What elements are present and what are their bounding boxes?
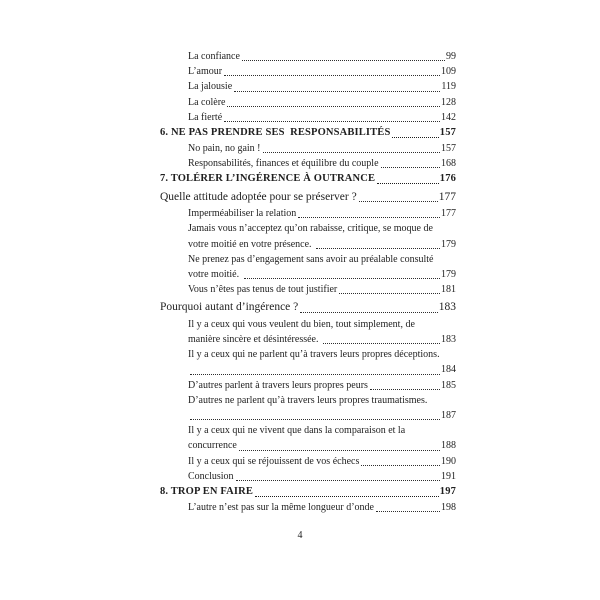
toc-entry-sub[interactable] <box>160 79 456 94</box>
toc-entry-title: La confiance <box>188 51 240 62</box>
toc-entry-section[interactable] <box>160 189 456 206</box>
dot-leader <box>377 183 439 184</box>
toc-entry-page-number: 99 <box>446 51 456 62</box>
dot-leader <box>255 496 439 497</box>
toc-entry-chapter[interactable] <box>160 125 456 141</box>
toc-entry-page-number: 176 <box>439 173 456 185</box>
toc-entry-sub[interactable] <box>160 347 456 377</box>
toc-entry-page-number: 179 <box>441 268 456 280</box>
dot-leader <box>376 511 440 512</box>
toc-entry-title: L’amour <box>188 66 223 78</box>
toc-entry-last-line <box>188 332 456 347</box>
toc-entry-sub[interactable] <box>160 141 456 156</box>
toc-entry-page-number: 184 <box>441 364 456 376</box>
toc-entry-last-line <box>188 282 456 297</box>
toc-entry-text-line: Il y a ceux qui vous veulent du bien, tout simplement, de <box>188 318 415 330</box>
toc-entry-title: votre moitié. <box>188 268 242 280</box>
toc-entry-sub[interactable] <box>160 423 456 453</box>
toc-entry-sub[interactable] <box>160 378 456 393</box>
dot-leader <box>263 152 441 153</box>
toc-entry-page-number: 179 <box>441 238 456 250</box>
toc-entry-page-number: 185 <box>441 379 456 391</box>
toc-entry-last-line <box>188 469 456 484</box>
toc-entry-page-number: 168 <box>441 157 456 169</box>
toc-entry-last-line <box>188 141 456 156</box>
toc-entry-title: Il y a ceux qui se réjouissent de vos échecs <box>188 455 360 467</box>
toc-entry-page-number: 177 <box>438 190 456 203</box>
dot-leader <box>236 480 440 481</box>
dot-leader <box>381 167 440 168</box>
toc-entry-sub[interactable] <box>160 317 456 347</box>
toc-entry-page-number: 157 <box>441 142 456 154</box>
toc-entry-title: La jalousie <box>188 81 233 93</box>
dot-leader <box>244 278 440 279</box>
dot-leader <box>190 374 440 375</box>
toc-entry-sub[interactable] <box>160 110 456 125</box>
toc-entry-sub[interactable] <box>160 221 456 251</box>
toc-entry-sub[interactable] <box>160 469 456 484</box>
toc-entry-last-line <box>188 64 456 79</box>
toc-entry-section[interactable] <box>160 299 456 316</box>
toc-entry-sub[interactable] <box>160 252 456 282</box>
toc-entry-title: Imperméabiliser la relation <box>188 208 297 220</box>
table-of-contents <box>160 49 456 515</box>
toc-entry-sub[interactable] <box>160 500 456 515</box>
toc-entry-title: votre moitié en votre présence. <box>188 238 315 250</box>
toc-entry-page-number: 187 <box>441 410 456 422</box>
dot-leader <box>339 293 440 294</box>
toc-entry-sub[interactable] <box>160 454 456 469</box>
toc-entry-text-line: Ne prenez pas d’engagement sans avoir au préalable consulté <box>188 253 434 265</box>
dot-leader <box>359 201 438 202</box>
toc-entry-title: 7. TOLÉRER L’INGÉRENCE À OUTRANCE <box>160 173 376 185</box>
toc-entry-last-line <box>188 362 456 377</box>
toc-entry-last-line <box>160 125 456 141</box>
toc-entry-page-number: 183 <box>438 301 456 314</box>
dot-leader <box>361 465 440 466</box>
dot-leader <box>392 137 438 138</box>
dot-leader <box>234 91 440 92</box>
toc-entry-title: manière sincère et désintéressée. <box>188 334 321 346</box>
toc-entry-page-number: 188 <box>441 440 456 452</box>
toc-entry-chapter[interactable] <box>160 484 456 500</box>
dot-leader <box>224 121 440 122</box>
toc-entry-title: Conclusion <box>188 470 234 482</box>
toc-entry-title: La colère <box>188 96 226 108</box>
toc-entry-page-number: 157 <box>439 127 456 139</box>
toc-entry-last-line <box>160 484 456 500</box>
toc-entry-title: Vous n’êtes pas tenus de tout justifier <box>188 284 338 296</box>
toc-entry-last-line <box>188 267 456 282</box>
dot-leader <box>323 343 440 344</box>
toc-entry-last-line <box>188 206 456 221</box>
toc-entry-title: Responsabilités, finances et équilibre du couple <box>188 157 379 169</box>
page-number: 4 <box>297 530 303 541</box>
dot-leader <box>227 106 440 107</box>
dot-leader <box>239 450 440 451</box>
toc-entry-last-line <box>188 95 456 110</box>
toc-entry-page-number: 142 <box>441 111 456 123</box>
toc-entry-page-number: 177 <box>441 208 456 220</box>
dot-leader <box>190 419 440 420</box>
toc-entry-title: concurrence <box>188 440 237 452</box>
toc-entry-last-line <box>188 438 456 453</box>
toc-entry-text-line: Jamais vous n’acceptez qu’on rabaisse, critique, se moque de <box>188 223 433 235</box>
toc-entry-last-line <box>188 79 456 94</box>
toc-entry-last-line <box>160 189 456 206</box>
dot-leader <box>370 389 440 390</box>
toc-entry-title: 6. NE PAS PRENDRE SES RESPONSABILITÉS <box>160 127 391 139</box>
dot-leader <box>242 60 445 61</box>
toc-entry-page-number: 109 <box>441 66 456 78</box>
toc-entry-last-line <box>188 378 456 393</box>
toc-entry-page-number: 198 <box>441 501 456 513</box>
toc-entry-title: Quelle attitude adoptée pour se préserver ? <box>160 190 357 203</box>
toc-entry-page-number: 181 <box>441 284 456 296</box>
toc-entry-last-line <box>188 237 456 252</box>
dot-leader <box>298 217 440 218</box>
toc-entry-title: Pourquoi autant d’ingérence ? <box>160 301 299 314</box>
toc-entry-page-number: 183 <box>441 334 456 346</box>
dot-leader <box>316 248 440 249</box>
toc-entry-last-line <box>188 454 456 469</box>
toc-entry-text-line: Il y a ceux qui ne vivent que dans la comparaison et la <box>188 425 406 437</box>
toc-entry-sub[interactable] <box>160 393 456 423</box>
toc-entry-text-line: D’autres ne parlent qu’à travers leurs propres traumatismes. <box>188 394 428 406</box>
toc-entry-sub[interactable] <box>160 156 456 171</box>
dot-leader <box>224 75 440 76</box>
toc-entry-last-line <box>188 500 456 515</box>
toc-entry-last-line <box>188 408 456 423</box>
toc-entry-chapter[interactable] <box>160 171 456 187</box>
toc-entry-sub[interactable] <box>160 95 456 110</box>
toc-entry-sub[interactable] <box>160 282 456 297</box>
toc-entry-sub[interactable] <box>160 64 456 79</box>
toc-entry-last-line <box>188 110 456 125</box>
toc-entry-page-number: 119 <box>441 81 456 93</box>
toc-entry-title: D’autres parlent à travers leurs propres peurs <box>188 379 368 391</box>
toc-entry-last-line <box>160 171 456 187</box>
toc-entry-title: 8. TROP EN FAIRE <box>160 486 254 498</box>
toc-entry-page-number: 128 <box>441 96 456 108</box>
toc-entry-title: L’autre n’est pas sur la même longueur d’onde <box>188 501 374 513</box>
toc-entry-sub[interactable] <box>160 49 456 64</box>
toc-entry-title: No pain, no gain ! <box>188 142 261 154</box>
dot-leader <box>300 312 437 313</box>
toc-entry-text-line: Il y a ceux qui ne parlent qu’à travers leurs propres déceptions. <box>188 349 440 361</box>
toc-entry-last-line <box>160 299 456 316</box>
toc-entry-last-line <box>188 156 456 171</box>
toc-entry-sub[interactable] <box>160 206 456 221</box>
toc-entry-page-number: 197 <box>439 486 456 498</box>
toc-entry-title: La fierté <box>188 111 223 123</box>
toc-entry-page-number: 190 <box>441 455 456 467</box>
toc-entry-last-line <box>188 49 456 64</box>
toc-entry-page-number: 191 <box>441 470 456 482</box>
